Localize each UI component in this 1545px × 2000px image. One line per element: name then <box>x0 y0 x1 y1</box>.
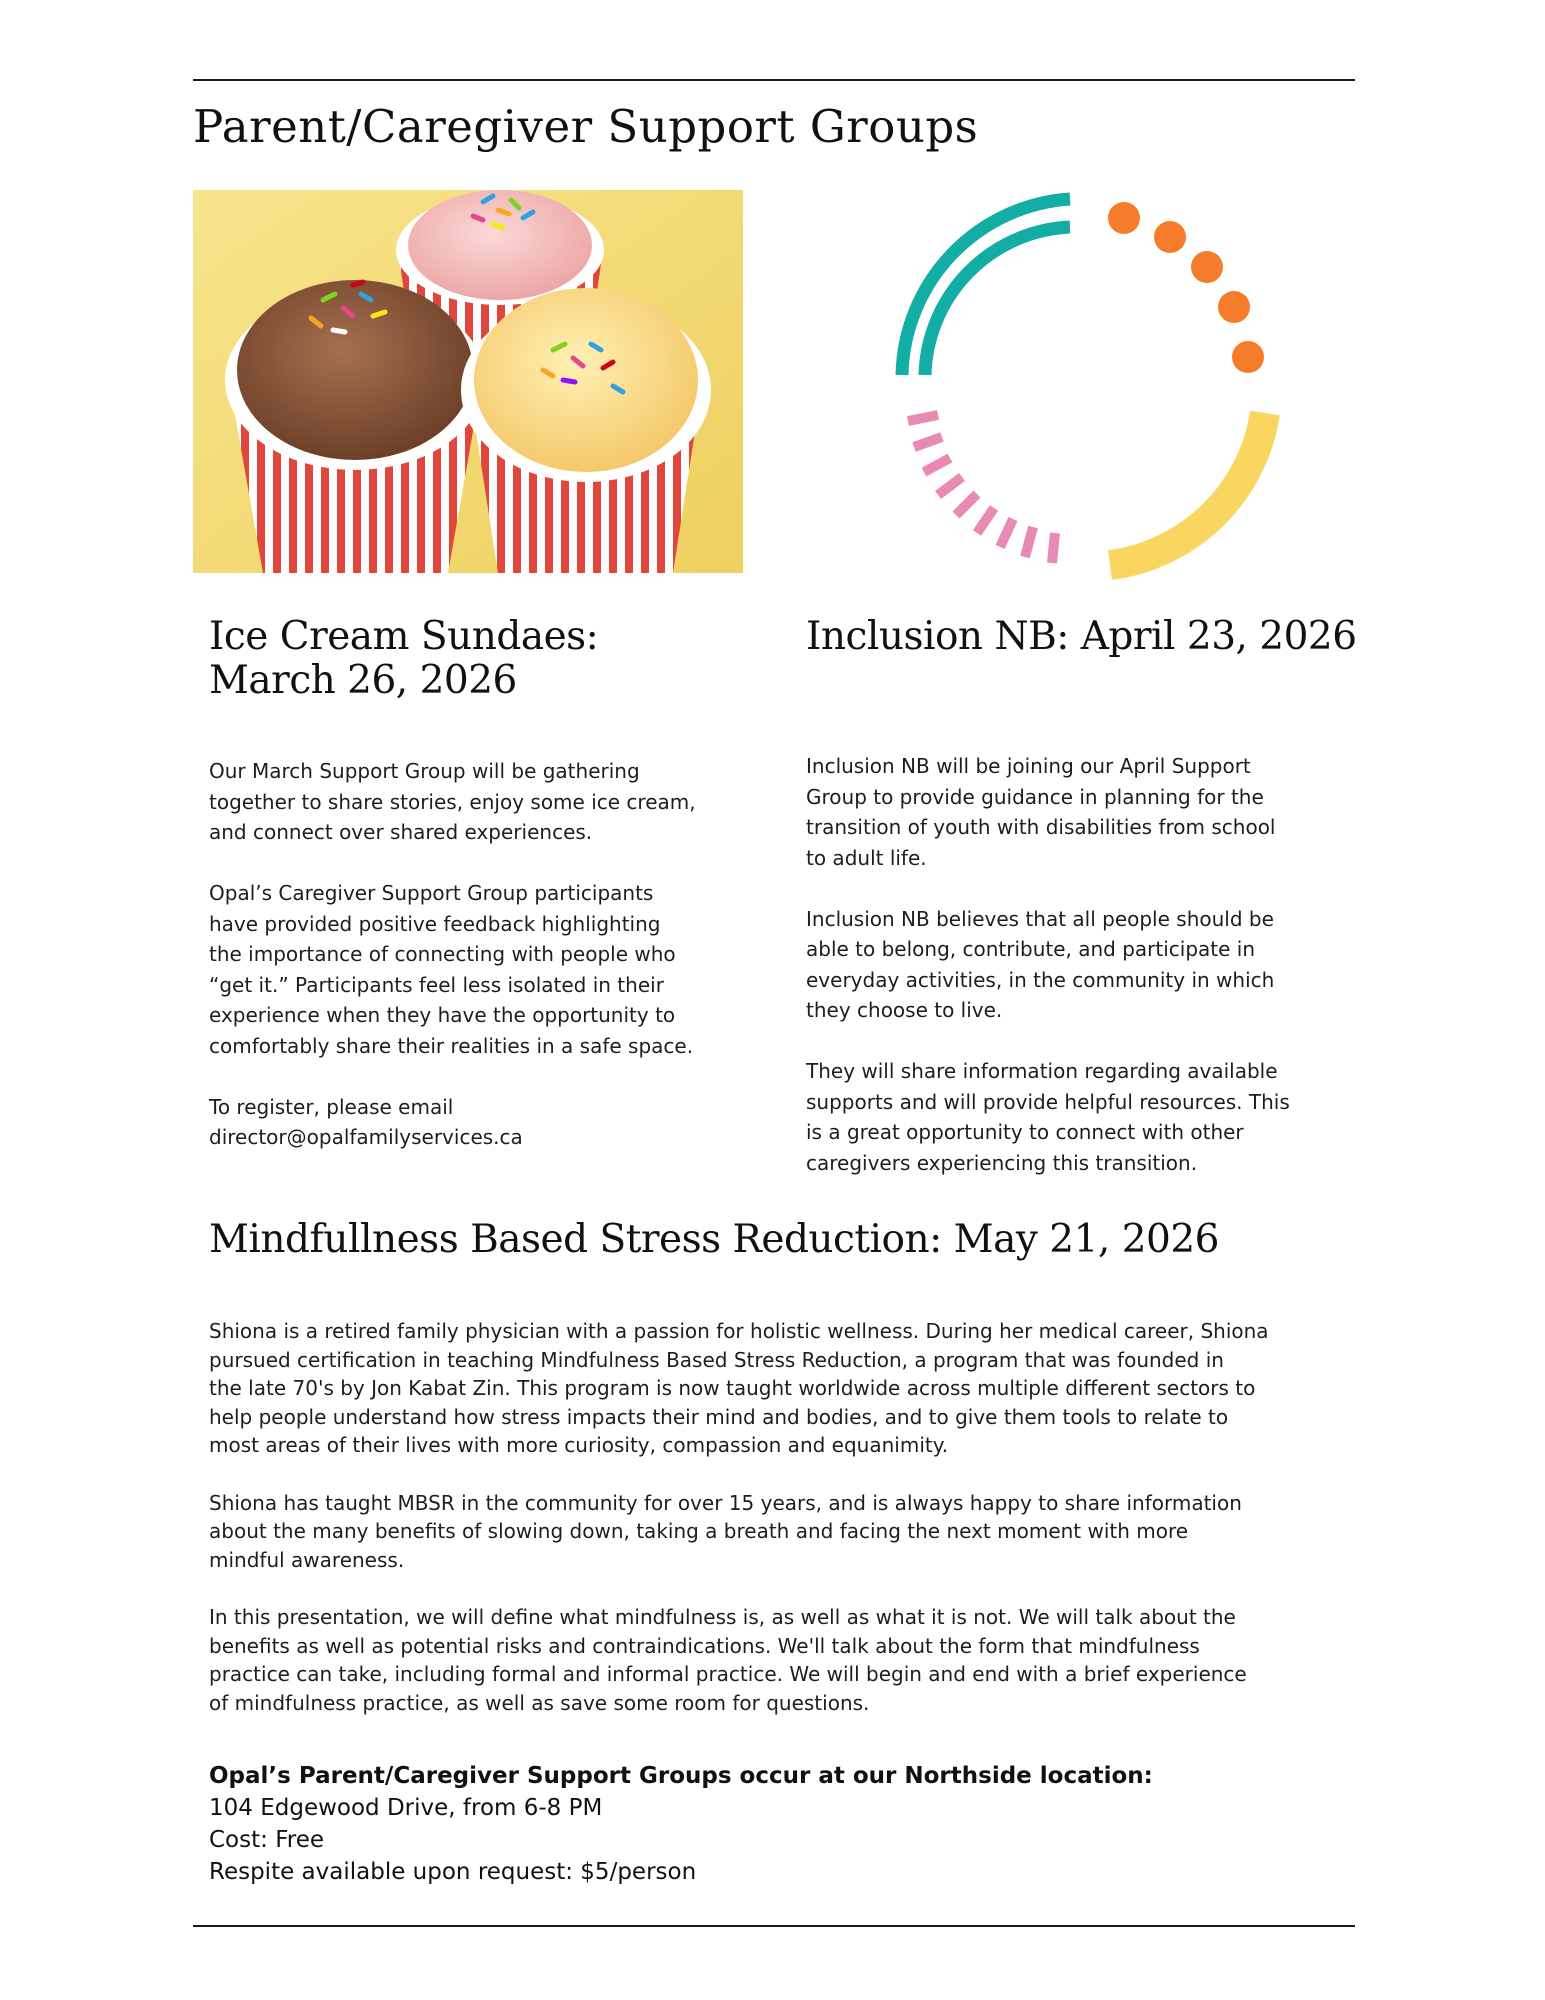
text-line: caregivers experiencing this transition. <box>806 1150 1198 1175</box>
text-line: they choose to live. <box>806 998 1003 1022</box>
ice-cream-register <box>209 1092 749 1153</box>
inclusion-paragraph-3 <box>806 1056 1351 1178</box>
text-line: Shiona has taught MBSR in the community for over 15 years, and is always happy to share information <box>209 1490 1242 1515</box>
text-line: together to share stories, enjoy some ice cream, <box>209 789 696 814</box>
text-line: the importance of connecting with people who <box>209 942 676 966</box>
text-line: and connect over shared experiences. <box>209 820 593 844</box>
cost-info: Cost: Free <box>209 1827 324 1853</box>
register-email[interactable]: director@opalfamilyservices.ca <box>209 1125 523 1149</box>
ice-cream-title <box>209 615 598 703</box>
ice-cream-photo <box>193 190 743 573</box>
text-line: Group to provide guidance in planning for the <box>806 784 1264 809</box>
text-line: transition of youth with disabilities from school <box>806 815 1276 839</box>
mindfulness-body <box>209 1317 1349 1746</box>
text-line: everyday activities, in the community in which <box>806 967 1275 992</box>
text-line: pursued certification in teaching Mindfulness Based Stress Reduction, a program that was founded in <box>209 1347 1224 1372</box>
location-heading: Opal’s Parent/Caregiver Support Groups occur at our Northside location: <box>209 1763 1153 1789</box>
mindfulness-paragraph-1 <box>209 1317 1349 1460</box>
ice-cream-body <box>209 756 749 1153</box>
text-line: mindful awareness. <box>209 1547 405 1572</box>
ice-cream-title-line: Ice Cream Sundaes: <box>209 614 599 659</box>
top-divider <box>193 79 1355 81</box>
page-title: Parent/Caregiver Support Groups <box>193 100 979 153</box>
respite-info: Respite available upon request: $5/person <box>209 1859 697 1885</box>
bottom-divider <box>193 1925 1355 1927</box>
text-line: Our March Support Group will be gathering <box>209 759 640 783</box>
text-line: the late 70's by Jon Kabat Zin. This program is now taught worldwide across multiple different sectors to <box>209 1376 1256 1401</box>
text-line: practice can take, including formal and informal practice. We will begin and end with a brief experience <box>209 1662 1247 1687</box>
mindfulness-paragraph-3 <box>209 1603 1349 1717</box>
text-line: of mindfulness practice, as well as save some room for questions. <box>209 1690 870 1715</box>
text-line: To register, please email <box>209 1094 454 1119</box>
opal-circle-logo <box>880 185 1280 580</box>
text-line: is a great opportunity to connect with other <box>806 1120 1244 1144</box>
text-line: have provided positive feedback highlighting <box>209 911 661 936</box>
text-line: “get it.” Participants feel less isolated in their <box>209 972 664 997</box>
text-line: supports and will provide helpful resources. This <box>806 1089 1290 1114</box>
text-line: help people understand how stress impacts their mind and bodies, and to give them tools to relate to <box>209 1404 1229 1429</box>
ice-cream-paragraph-1 <box>209 756 749 848</box>
text-line: Inclusion NB believes that all people should be <box>806 906 1274 931</box>
text-line: experience when they have the opportunity to <box>209 1003 676 1027</box>
text-line: In this presentation, we will define what mindfulness is, as well as what it is not. We will talk about the <box>209 1604 1236 1629</box>
inclusion-body <box>806 751 1351 1178</box>
inclusion-paragraph-2 <box>806 904 1351 1026</box>
text-line: most areas of their lives with more curiosity, compassion and equanimity. <box>209 1433 949 1458</box>
text-line: to adult life. <box>806 845 927 870</box>
text-line: benefits as well as potential risks and contraindications. We'll talk about the form that mindfulness <box>209 1633 1200 1658</box>
mindfulness-paragraph-2 <box>209 1489 1349 1575</box>
location-info <box>209 1760 1153 1888</box>
ice-cream-paragraph-2 <box>209 878 749 1061</box>
text-line: Inclusion NB will be joining our April Support <box>806 754 1251 778</box>
text-line: able to belong, contribute, and participate in <box>806 937 1256 961</box>
text-line: Opal’s Caregiver Support Group participants <box>209 881 654 905</box>
text-line: Shiona is a retired family physician with a passion for holistic wellness. During her medical career, Shiona <box>209 1319 1269 1343</box>
text-line: comfortably share their realities in a safe space. <box>209 1033 694 1058</box>
ice-cream-title-line: March 26, 2026 <box>209 658 517 703</box>
inclusion-paragraph-1 <box>806 751 1351 873</box>
inclusion-title: Inclusion NB: April 23, 2026 <box>806 614 1357 659</box>
mindfulness-title: Mindfullness Based Stress Reduction: May 21, 2026 <box>209 1217 1219 1262</box>
location-address: 104 Edgewood Drive, from 6-8 PM <box>209 1795 603 1821</box>
text-line: about the many benefits of slowing down, taking a breath and facing the next moment with more <box>209 1519 1189 1544</box>
text-line: They will share information regarding available <box>806 1059 1278 1083</box>
